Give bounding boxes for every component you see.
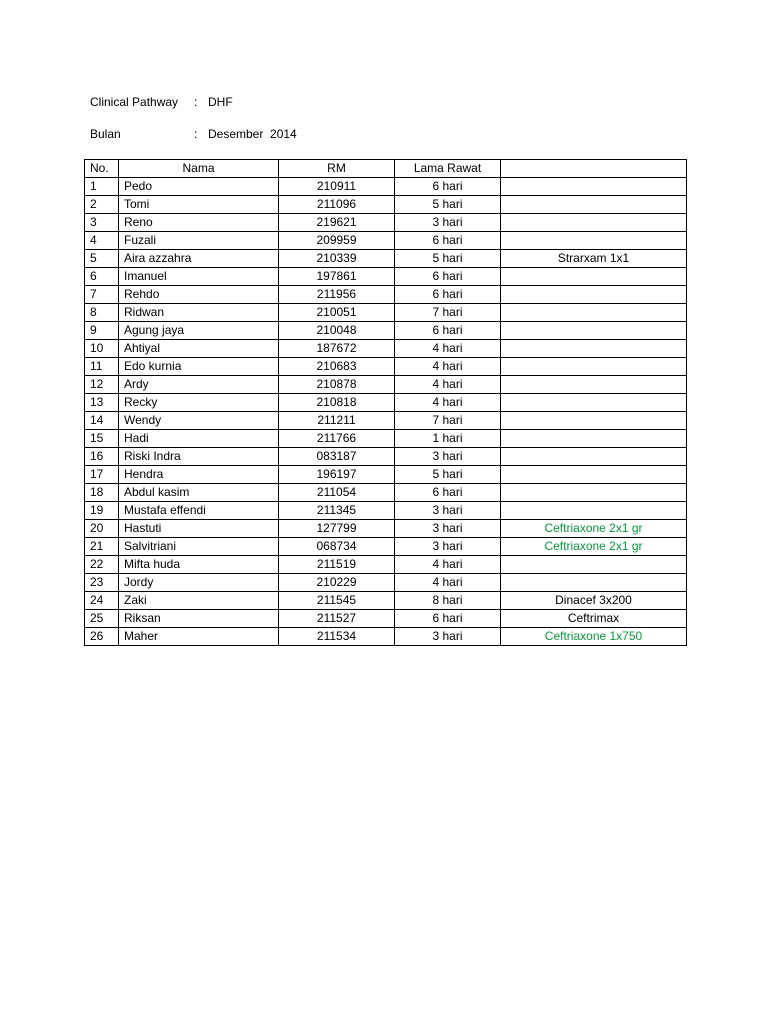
table-row [85,556,687,574]
cell-no: 12 [85,376,119,394]
cell-rm: 210683 [279,358,395,376]
cell-lama-rawat: 5 hari [395,196,501,214]
cell-nama: Maher [119,628,279,646]
cell-lama-rawat: 4 hari [395,340,501,358]
cell-lama-rawat: 3 hari [395,538,501,556]
patient-table [84,159,687,646]
table-body [85,178,687,646]
cell-keterangan [501,466,687,484]
cell-rm: 127799 [279,520,395,538]
cell-nama: Hendra [119,466,279,484]
bulan-value: Desember 2014 [208,127,297,141]
clinical-pathway-label: Clinical Pathway [90,95,179,109]
cell-no: 18 [85,484,119,502]
cell-keterangan [501,196,687,214]
cell-keterangan [501,178,687,196]
table-row [85,520,687,538]
table-row [85,412,687,430]
cell-no: 4 [85,232,119,250]
cell-no: 7 [85,286,119,304]
cell-no: 19 [85,502,119,520]
cell-no: 6 [85,268,119,286]
cell-keterangan: Ceftriaxone 2x1 gr [501,538,687,556]
bulan-label: Bulan [90,127,121,141]
cell-keterangan [501,376,687,394]
table-row [85,484,687,502]
cell-nama: Jordy [119,574,279,592]
table-row [85,304,687,322]
cell-lama-rawat: 6 hari [395,322,501,340]
cell-no: 1 [85,178,119,196]
cell-lama-rawat: 3 hari [395,448,501,466]
cell-keterangan [501,268,687,286]
cell-nama: Ardy [119,376,279,394]
table-row [85,214,687,232]
cell-nama: Reno [119,214,279,232]
cell-keterangan [501,340,687,358]
cell-nama: Riksan [119,610,279,628]
table-row [85,574,687,592]
cell-nama: Agung jaya [119,322,279,340]
cell-lama-rawat: 3 hari [395,628,501,646]
cell-nama: Salvitriani [119,538,279,556]
cell-nama: Ahtiyal [119,340,279,358]
cell-keterangan [501,412,687,430]
table-row [85,286,687,304]
cell-no: 11 [85,358,119,376]
bulan-colon: : [194,127,198,141]
table-row [85,178,687,196]
cell-keterangan [501,448,687,466]
cell-no: 25 [85,610,119,628]
cell-rm: 083187 [279,448,395,466]
cell-keterangan [501,322,687,340]
cell-rm: 211766 [279,430,395,448]
cell-rm: 211956 [279,286,395,304]
cell-keterangan [501,502,687,520]
cell-lama-rawat: 7 hari [395,304,501,322]
cell-nama: Hadi [119,430,279,448]
cell-rm: 211519 [279,556,395,574]
cell-rm: 210048 [279,322,395,340]
cell-lama-rawat: 6 hari [395,232,501,250]
cell-nama: Hastuti [119,520,279,538]
column-header-nama: Nama [119,160,279,178]
cell-rm: 211054 [279,484,395,502]
cell-no: 22 [85,556,119,574]
cell-rm: 211345 [279,502,395,520]
column-header-keterangan [501,160,687,178]
table-row [85,196,687,214]
cell-keterangan [501,214,687,232]
cell-lama-rawat: 5 hari [395,466,501,484]
table-row [85,340,687,358]
cell-rm: 210911 [279,178,395,196]
cell-rm: 211545 [279,592,395,610]
cell-lama-rawat: 8 hari [395,592,501,610]
cell-lama-rawat: 3 hari [395,214,501,232]
cell-lama-rawat: 6 hari [395,178,501,196]
cell-keterangan [501,484,687,502]
table-row [85,592,687,610]
cell-rm: 210229 [279,574,395,592]
table-row [85,448,687,466]
cell-no: 17 [85,466,119,484]
cell-nama: Mifta huda [119,556,279,574]
cell-keterangan: Dinacef 3x200 [501,592,687,610]
clinical-pathway-value: DHF [208,95,233,109]
table-row [85,268,687,286]
cell-lama-rawat: 3 hari [395,520,501,538]
cell-lama-rawat: 4 hari [395,376,501,394]
cell-nama: Aira azzahra [119,250,279,268]
cell-nama: Mustafa effendi [119,502,279,520]
cell-rm: 211096 [279,196,395,214]
table-row [85,232,687,250]
cell-no: 23 [85,574,119,592]
cell-rm: 197861 [279,268,395,286]
cell-no: 2 [85,196,119,214]
cell-no: 8 [85,304,119,322]
cell-nama: Edo kurnia [119,358,279,376]
cell-nama: Imanuel [119,268,279,286]
cell-no: 15 [85,430,119,448]
table-row [85,628,687,646]
cell-keterangan: Ceftrimax [501,610,687,628]
table-row [85,358,687,376]
column-header-rm: RM [279,160,395,178]
cell-no: 16 [85,448,119,466]
table-row [85,394,687,412]
cell-no: 21 [85,538,119,556]
table-row [85,376,687,394]
cell-no: 5 [85,250,119,268]
cell-no: 20 [85,520,119,538]
cell-rm: 211534 [279,628,395,646]
cell-rm: 209959 [279,232,395,250]
cell-nama: Recky [119,394,279,412]
cell-keterangan [501,574,687,592]
cell-rm: 219621 [279,214,395,232]
cell-rm: 196197 [279,466,395,484]
cell-keterangan [501,232,687,250]
cell-keterangan [501,358,687,376]
cell-keterangan [501,556,687,574]
cell-no: 13 [85,394,119,412]
cell-lama-rawat: 4 hari [395,358,501,376]
cell-lama-rawat: 4 hari [395,394,501,412]
cell-nama: Abdul kasim [119,484,279,502]
cell-keterangan [501,304,687,322]
cell-rm: 211211 [279,412,395,430]
cell-keterangan: Ceftriaxone 1x750 [501,628,687,646]
cell-lama-rawat: 6 hari [395,610,501,628]
cell-keterangan: Ceftriaxone 2x1 gr [501,520,687,538]
cell-lama-rawat: 5 hari [395,250,501,268]
table-header-row [85,160,687,178]
table-row [85,502,687,520]
cell-nama: Riski Indra [119,448,279,466]
table-row [85,610,687,628]
cell-lama-rawat: 7 hari [395,412,501,430]
cell-rm: 210339 [279,250,395,268]
cell-no: 26 [85,628,119,646]
cell-nama: Fuzali [119,232,279,250]
bulan-row [90,126,297,142]
cell-rm: 210051 [279,304,395,322]
cell-nama: Pedo [119,178,279,196]
cell-lama-rawat: 4 hari [395,574,501,592]
cell-no: 24 [85,592,119,610]
cell-nama: Wendy [119,412,279,430]
table-row [85,322,687,340]
cell-keterangan [501,430,687,448]
cell-rm: 187672 [279,340,395,358]
cell-nama: Zaki [119,592,279,610]
cell-lama-rawat: 4 hari [395,556,501,574]
cell-lama-rawat: 6 hari [395,286,501,304]
cell-no: 9 [85,322,119,340]
cell-rm: 210818 [279,394,395,412]
cell-lama-rawat: 1 hari [395,430,501,448]
table-row [85,466,687,484]
table-row [85,538,687,556]
cell-keterangan [501,286,687,304]
cell-no: 14 [85,412,119,430]
cell-lama-rawat: 6 hari [395,268,501,286]
table-row [85,250,687,268]
cell-keterangan: Strarxam 1x1 [501,250,687,268]
cell-nama: Rehdo [119,286,279,304]
column-header-lama-rawat: Lama Rawat [395,160,501,178]
table-row [85,430,687,448]
cell-nama: Ridwan [119,304,279,322]
cell-lama-rawat: 3 hari [395,502,501,520]
cell-rm: 210878 [279,376,395,394]
cell-nama: Tomi [119,196,279,214]
column-header-no: No. [85,160,119,178]
clinical-pathway-row [90,94,233,110]
cell-no: 10 [85,340,119,358]
cell-keterangan [501,394,687,412]
cell-lama-rawat: 6 hari [395,484,501,502]
clinical-pathway-colon: : [194,95,198,109]
cell-no: 3 [85,214,119,232]
cell-rm: 211527 [279,610,395,628]
cell-rm: 068734 [279,538,395,556]
